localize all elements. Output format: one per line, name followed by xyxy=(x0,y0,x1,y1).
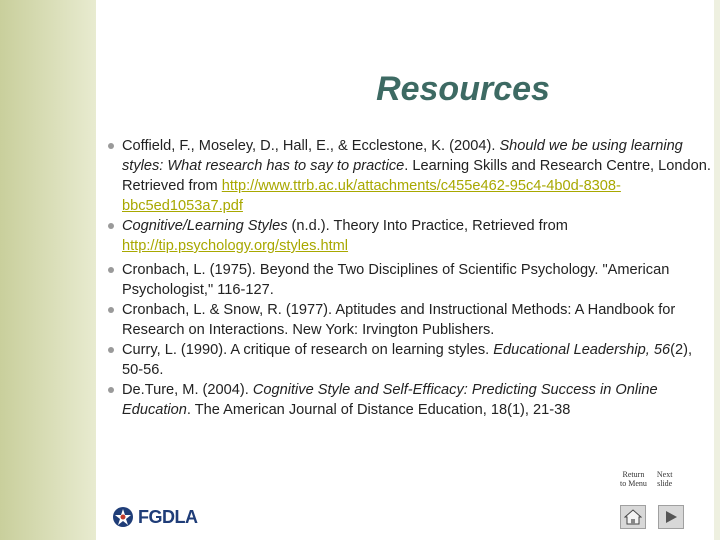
next-slide-label xyxy=(657,470,673,488)
next-slide-button[interactable] xyxy=(658,505,684,529)
left-decorative-band xyxy=(0,0,96,540)
play-triangle-icon xyxy=(663,509,679,525)
reference-text: Curry, L. (1990). A critique of research on learning styles. xyxy=(122,342,494,358)
home-button[interactable] xyxy=(620,505,646,529)
bullet-icon xyxy=(108,387,114,393)
reference-item xyxy=(108,136,712,216)
reference-text: . Learning Skills and Research Centre, London. Retrieved from xyxy=(122,158,711,194)
logo-text: FGDLA xyxy=(138,506,198,527)
reference-text: . The American Journal of Distance Education, 18(1), 21-38 xyxy=(186,402,571,418)
reference-text: Cronbach, L. (1975). Beyond the Two Disciplines of Scientific Psychology. "American Psychologist," 116-127. xyxy=(122,262,670,298)
fgdla-logo xyxy=(112,502,206,532)
reference-item xyxy=(108,216,712,256)
reference-text: Educational Leadership, 56 xyxy=(493,342,671,358)
reference-item xyxy=(108,260,712,300)
reference-text: Cognitive Style and Self-Efficacy: Predicting Success in Online Education xyxy=(122,382,658,418)
reference-text: Cognitive/Learning Styles xyxy=(122,218,288,234)
bullet-icon xyxy=(108,307,114,313)
reference-item xyxy=(108,340,712,380)
reference-item xyxy=(108,380,712,420)
bullet-icon xyxy=(108,143,114,149)
return-label-line2: to Menu xyxy=(620,479,647,488)
star-emblem-icon xyxy=(112,506,134,528)
reference-link[interactable]: http://www.ttrb.ac.uk/attachments/c455e462-95c4-4b0d-8308-bbc5ed1053a7.pdf xyxy=(122,178,621,214)
reference-text: (n.d.). Theory Into Practice, Retrieved from xyxy=(287,218,568,234)
bullet-icon xyxy=(108,267,114,273)
reference-text: Coffield, F., Moseley, D., Hall, E., & Ecclestone, K. (2004). xyxy=(122,138,500,154)
references-list xyxy=(108,136,712,420)
slide-title: Resources xyxy=(376,70,550,108)
nav-buttons xyxy=(620,505,684,529)
reference-text: (2), 50-56. xyxy=(122,342,693,378)
bullet-icon xyxy=(108,223,114,229)
reference-item xyxy=(108,300,712,340)
home-icon xyxy=(624,509,642,525)
nav-labels xyxy=(620,470,672,488)
reference-text: Cronbach, L. & Snow, R. (1977). Aptitudes and Instructional Methods: A Handbook for Research on Interactions. New York: Irvington Publishers. xyxy=(122,302,676,338)
corner-notch xyxy=(96,0,124,28)
reference-text: Should we be using learning styles: What research has to say to practice xyxy=(122,138,683,174)
reference-link[interactable]: http://tip.psychology.org/styles.html xyxy=(122,238,349,254)
return-to-menu-label xyxy=(620,470,647,488)
next-label-line2: slide xyxy=(657,479,673,488)
reference-text: De.Ture, M. (2004). xyxy=(122,382,253,398)
bullet-icon xyxy=(108,347,114,353)
return-label-line1: Return xyxy=(622,470,645,479)
next-label-line1: Next xyxy=(656,470,673,479)
